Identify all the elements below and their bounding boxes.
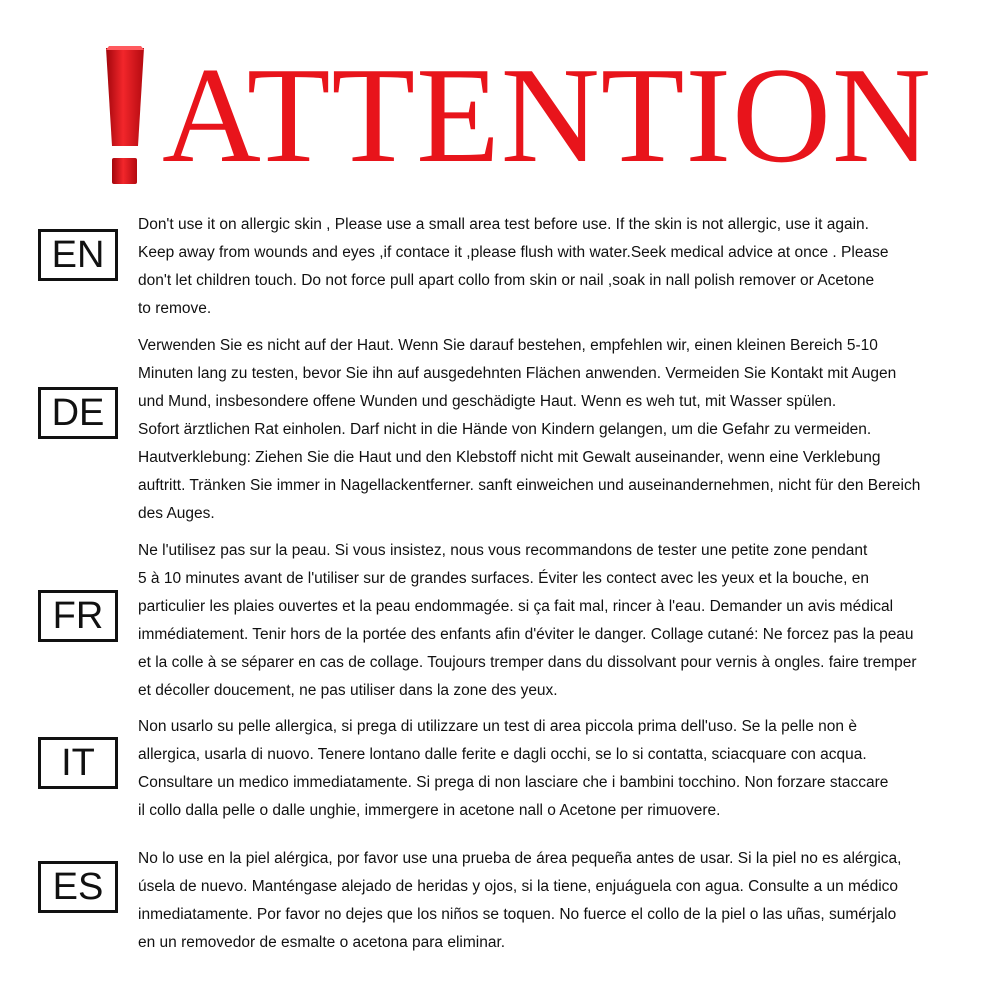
attention-header (0, 0, 1000, 200)
warning-text-de (138, 332, 1000, 528)
warning-line: en un removedor de esmalte o acetona para eliminar. (138, 934, 506, 951)
warning-line: des Auges. (138, 505, 215, 522)
warning-line: Verwenden Sie es nicht auf der Haut. Wenn Sie darauf bestehen, empfehlen wir, einen kleinen Bereich 5-10 (138, 337, 878, 354)
warning-line: allergica, usarla di nuovo. Tenere lontano dalle ferite e dagli occhi, se lo si contatta, sciacquare con acqua. (138, 746, 867, 763)
warning-line: immédiatement. Tenir hors de la portée des enfants afin d'éviter le danger. Collage cutané: Ne forcez pas la peau (138, 626, 914, 643)
warning-text-fr (138, 537, 1000, 705)
language-badge-de: DE (38, 387, 118, 439)
exclamation-icon (100, 40, 150, 190)
warning-line: auftritt. Tränken Sie immer in Nagellackentferner. sanft einweichen und auseinandernehmen, nicht für den Bereich (138, 477, 921, 494)
warning-line: Hautverklebung: Ziehen Sie die Haut und den Klebstoff nicht mit Gewalt auseinander, wenn eine Verklebung (138, 449, 881, 466)
warning-line: Ne l'utilisez pas sur la peau. Si vous insistez, nous vous recommandons de tester une petite zone pendant (138, 542, 868, 559)
warning-line: et la colle à se séparer en cas de collage. Toujours tremper dans du dissolvant pour vernis à ongles. faire tremper (138, 654, 917, 671)
language-badge-es: ES (38, 861, 118, 913)
attention-title: ATTENTION (162, 39, 932, 191)
warning-line: úsela de nuevo. Manténgase alejado de heridas y ojos, si la tiene, enjuáguela con agua. Consulte a un médico (138, 878, 899, 895)
warning-line: Sofort ärztlichen Rat einholen. Darf nicht in die Hände von Kindern gelangen, um die Gefahr zu vermeiden. (138, 421, 872, 438)
warning-text-es (138, 845, 1000, 957)
warning-line: don't let children touch. Do not force pull apart collo from skin or nail ,soak in nall polish remover or Acetone (138, 272, 875, 289)
warning-line: il collo dalla pelle o dalle unghie, immergere in acetone nall o Acetone per rimuovere. (138, 802, 721, 819)
warning-line: et décoller doucement, ne pas utiliser dans la zone des yeux. (138, 682, 558, 699)
warning-line: Keep away from wounds and eyes ,if contace it ,please flush with water.Seek medical advice at once . Please (138, 244, 889, 261)
warning-line: particulier les plaies ouvertes et la peau endommagée. si ça fait mal, rincer à l'eau. Demander un avis médical (138, 598, 894, 615)
language-badge-en: EN (38, 229, 118, 281)
warning-line: Consultare un medico immediatamente. Si prega di non lasciare che i bambini tocchino. Non forzare staccare (138, 774, 889, 791)
warning-line: Non usarlo su pelle allergica, si prega di utilizzare un test di area piccola prima dell'uso. Se la pelle non è (138, 718, 857, 735)
warning-line: und Mund, insbesondere offene Wunden und geschädigte Haut. Wenn es weh tut, mit Wasser spülen. (138, 393, 837, 410)
warning-line: No lo use en la piel alérgica, por favor use una prueba de área pequeña antes de usar. Si la piel no es alérgica, (138, 850, 902, 867)
language-badge-it: IT (38, 737, 118, 789)
language-badge-fr: FR (38, 590, 118, 642)
warning-text-en (138, 211, 1000, 323)
warning-line: inmediatamente. Por favor no dejes que los niños se toquen. No fuerce el collo de la piel o las uñas, sumérjalo (138, 906, 897, 923)
warning-line: to remove. (138, 300, 212, 317)
warning-line: Don't use it on allergic skin , Please use a small area test before use. If the skin is not allergic, use it again. (138, 216, 869, 233)
warning-text-it (138, 713, 1000, 825)
warning-line: 5 à 10 minutes avant de l'utiliser sur de grandes surfaces. Éviter les contect avec les yeux et la bouche, en (138, 570, 869, 587)
warning-line: Minuten lang zu testen, bevor Sie ihn auf ausgedehnten Flächen anwenden. Vermeiden Sie Kontakt mit Augen (138, 365, 897, 382)
